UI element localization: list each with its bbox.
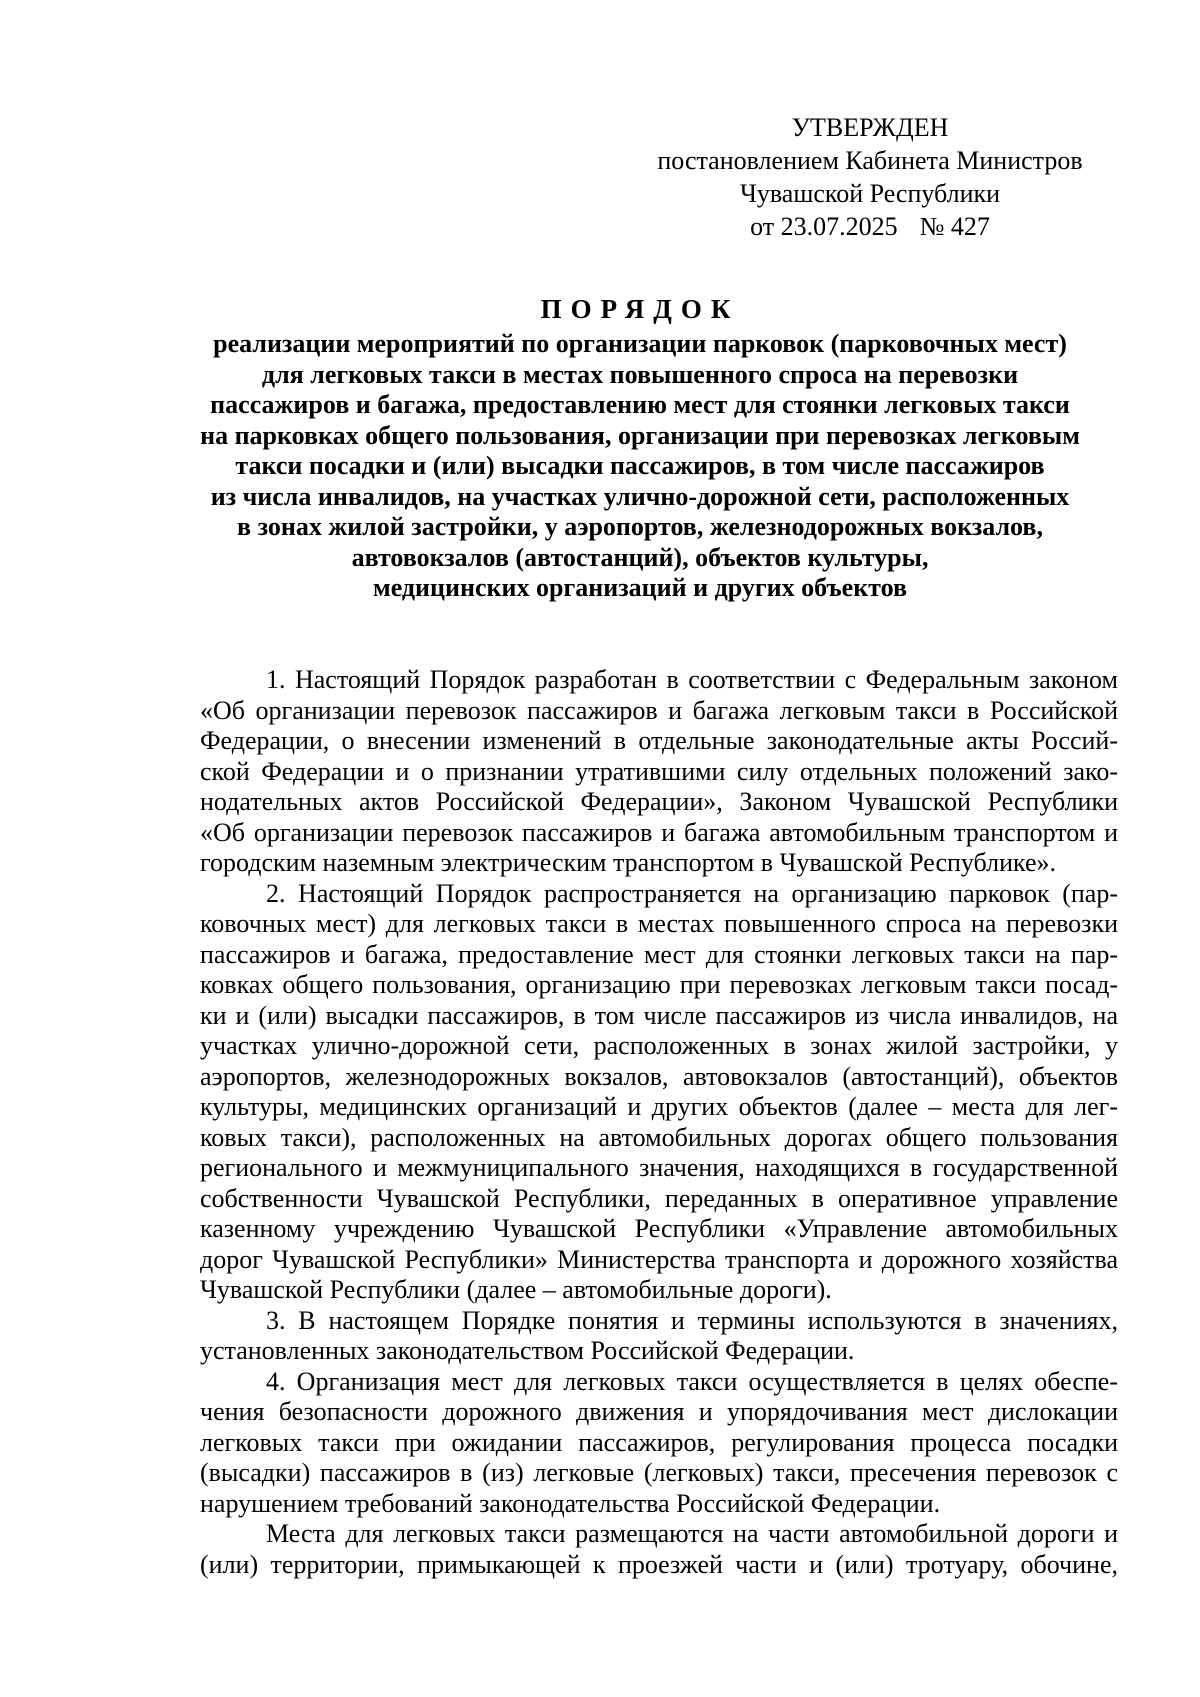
text-line: ской Федерации и о признании утратившими силу отдельных положений зако- (200, 756, 1118, 786)
paragraph-2 (200, 879, 1118, 1306)
text-line: участках улично-дорожной сети, расположенных в зонах жилой застройки, у (200, 1031, 1118, 1060)
paragraph-1 (200, 665, 1118, 879)
text-line: собственности Чувашской Республики, переданных в оперативное управление (200, 1183, 1118, 1213)
text-line: казенному учреждению Чувашской Республики «Управление автомобильных (200, 1214, 1118, 1243)
text-line: (высадки) пассажиров в (из) легковые (легковых) такси, пресечения перевозок с (200, 1458, 1118, 1487)
title-line: на парковках общего пользования, организации при перевозках легковым (200, 420, 1080, 450)
text-line: ковках общего пользования, организацию при перевозках легковым такси посад- (200, 970, 1118, 999)
text-line: чения безопасности дорожного движения и упорядочивания мест дислокации (200, 1397, 1118, 1426)
approval-line-2: Чувашской Республики (739, 179, 1001, 208)
approval-date: от 23.07.2025 (750, 212, 898, 241)
text-line: аэропортов, железнодорожных вокзалов, автовокзалов (автостанций), объектов (200, 1061, 1118, 1091)
text-line: культуры, медицинских организаций и других объектов (далее – места для лег- (200, 1092, 1118, 1121)
text-line: Федерации, о внесении изменений в отдельные законодательные акты Россий- (200, 726, 1118, 755)
title-word: ПОРЯДОК (540, 294, 740, 324)
text-line: «Об организации перевозок пассажиров и багажа автомобильным транспортом и (200, 817, 1118, 847)
document-title (140, 292, 1140, 604)
text-line: городским наземным электрическим транспортом в Чувашской Республике». (200, 848, 1057, 877)
title-line: такси посадки и (или) высадки пассажиров, в том числе пассажиров (235, 451, 1045, 480)
text-line: пассажиров и багажа, предоставление мест для стоянки легковых такси на пар- (200, 939, 1118, 969)
approval-date-number (600, 210, 1140, 243)
approval-line-1: постановлением Кабинета Министров (657, 146, 1083, 175)
text-line: 4. Организация мест для легковых такси осуществляется в целях обеспе- (266, 1366, 1118, 1396)
text-line: ковочных мест) для легковых такси в местах повышенного спроса на перевозки (200, 909, 1118, 938)
approval-number: № 427 (919, 212, 990, 241)
text-line: нарушением требований законодательства Российской Федерации. (200, 1488, 941, 1518)
text-line: (или) территории, примыкающей к проезжей части и (или) тротуару, обочине, (200, 1549, 1118, 1579)
paragraph-5 (200, 1519, 1118, 1580)
text-line: установленных законодательством Российской Федерации. (200, 1336, 855, 1365)
approval-status: УТВЕРЖДЕН (791, 113, 949, 142)
approval-stamp (600, 111, 1140, 243)
text-line: легковых такси при ожидании пассажиров, регулирования процесса посадки (200, 1427, 1118, 1457)
paragraph-3 (200, 1306, 1118, 1367)
text-line: 3. В настоящем Порядке понятия и термины используются в значениях, (266, 1305, 1118, 1335)
text-line: «Об организации перевозок пассажиров и багажа легковым такси в Российской (200, 695, 1118, 725)
title-line: пассажиров и багажа, предоставлению мест для стоянки легковых такси (210, 390, 1070, 419)
title-line: для легковых такси в местах повышенного спроса на перевозки (261, 359, 1019, 389)
title-line: реализации мероприятий по организации парковок (парковочных мест) (213, 329, 1067, 358)
title-line: автовокзалов (автостанций), объектов культуры, (351, 542, 929, 572)
title-line: в зонах жилой застройки, у аэропортов, железнодорожных вокзалов, (237, 512, 1043, 541)
text-line: Места для легковых такси размещаются на части автомобильной дороги и (266, 1519, 1118, 1548)
title-line: из числа инвалидов, на участках улично-дорожной сети, расположенных (210, 481, 1070, 511)
text-line: нодательных актов Российской Федерации», Законом Чувашской Республики (200, 787, 1118, 816)
text-line: ки и (или) высадки пассажиров, в том числе пассажиров из числа инвалидов, на (200, 1000, 1118, 1030)
text-line: регионального и межмуниципального значения, находящихся в государственной (200, 1153, 1118, 1182)
document-body (200, 665, 1118, 1580)
paragraph-4 (200, 1367, 1118, 1520)
title-line: медицинских организаций и других объектов (373, 573, 907, 602)
text-line: 1. Настоящий Порядок разработан в соответствии с Федеральным законом (266, 665, 1118, 694)
text-line: ковых такси), расположенных на автомобильных дорогах общего пользования (200, 1122, 1118, 1152)
text-line: 2. Настоящий Порядок распространяется на организацию парковок (пар- (266, 878, 1118, 908)
text-line: Чувашской Республики (далее – автомобильные дороги). (200, 1275, 832, 1304)
text-line: дорог Чувашской Республики» Министерства транспорта и дорожного хозяйства (200, 1244, 1118, 1274)
